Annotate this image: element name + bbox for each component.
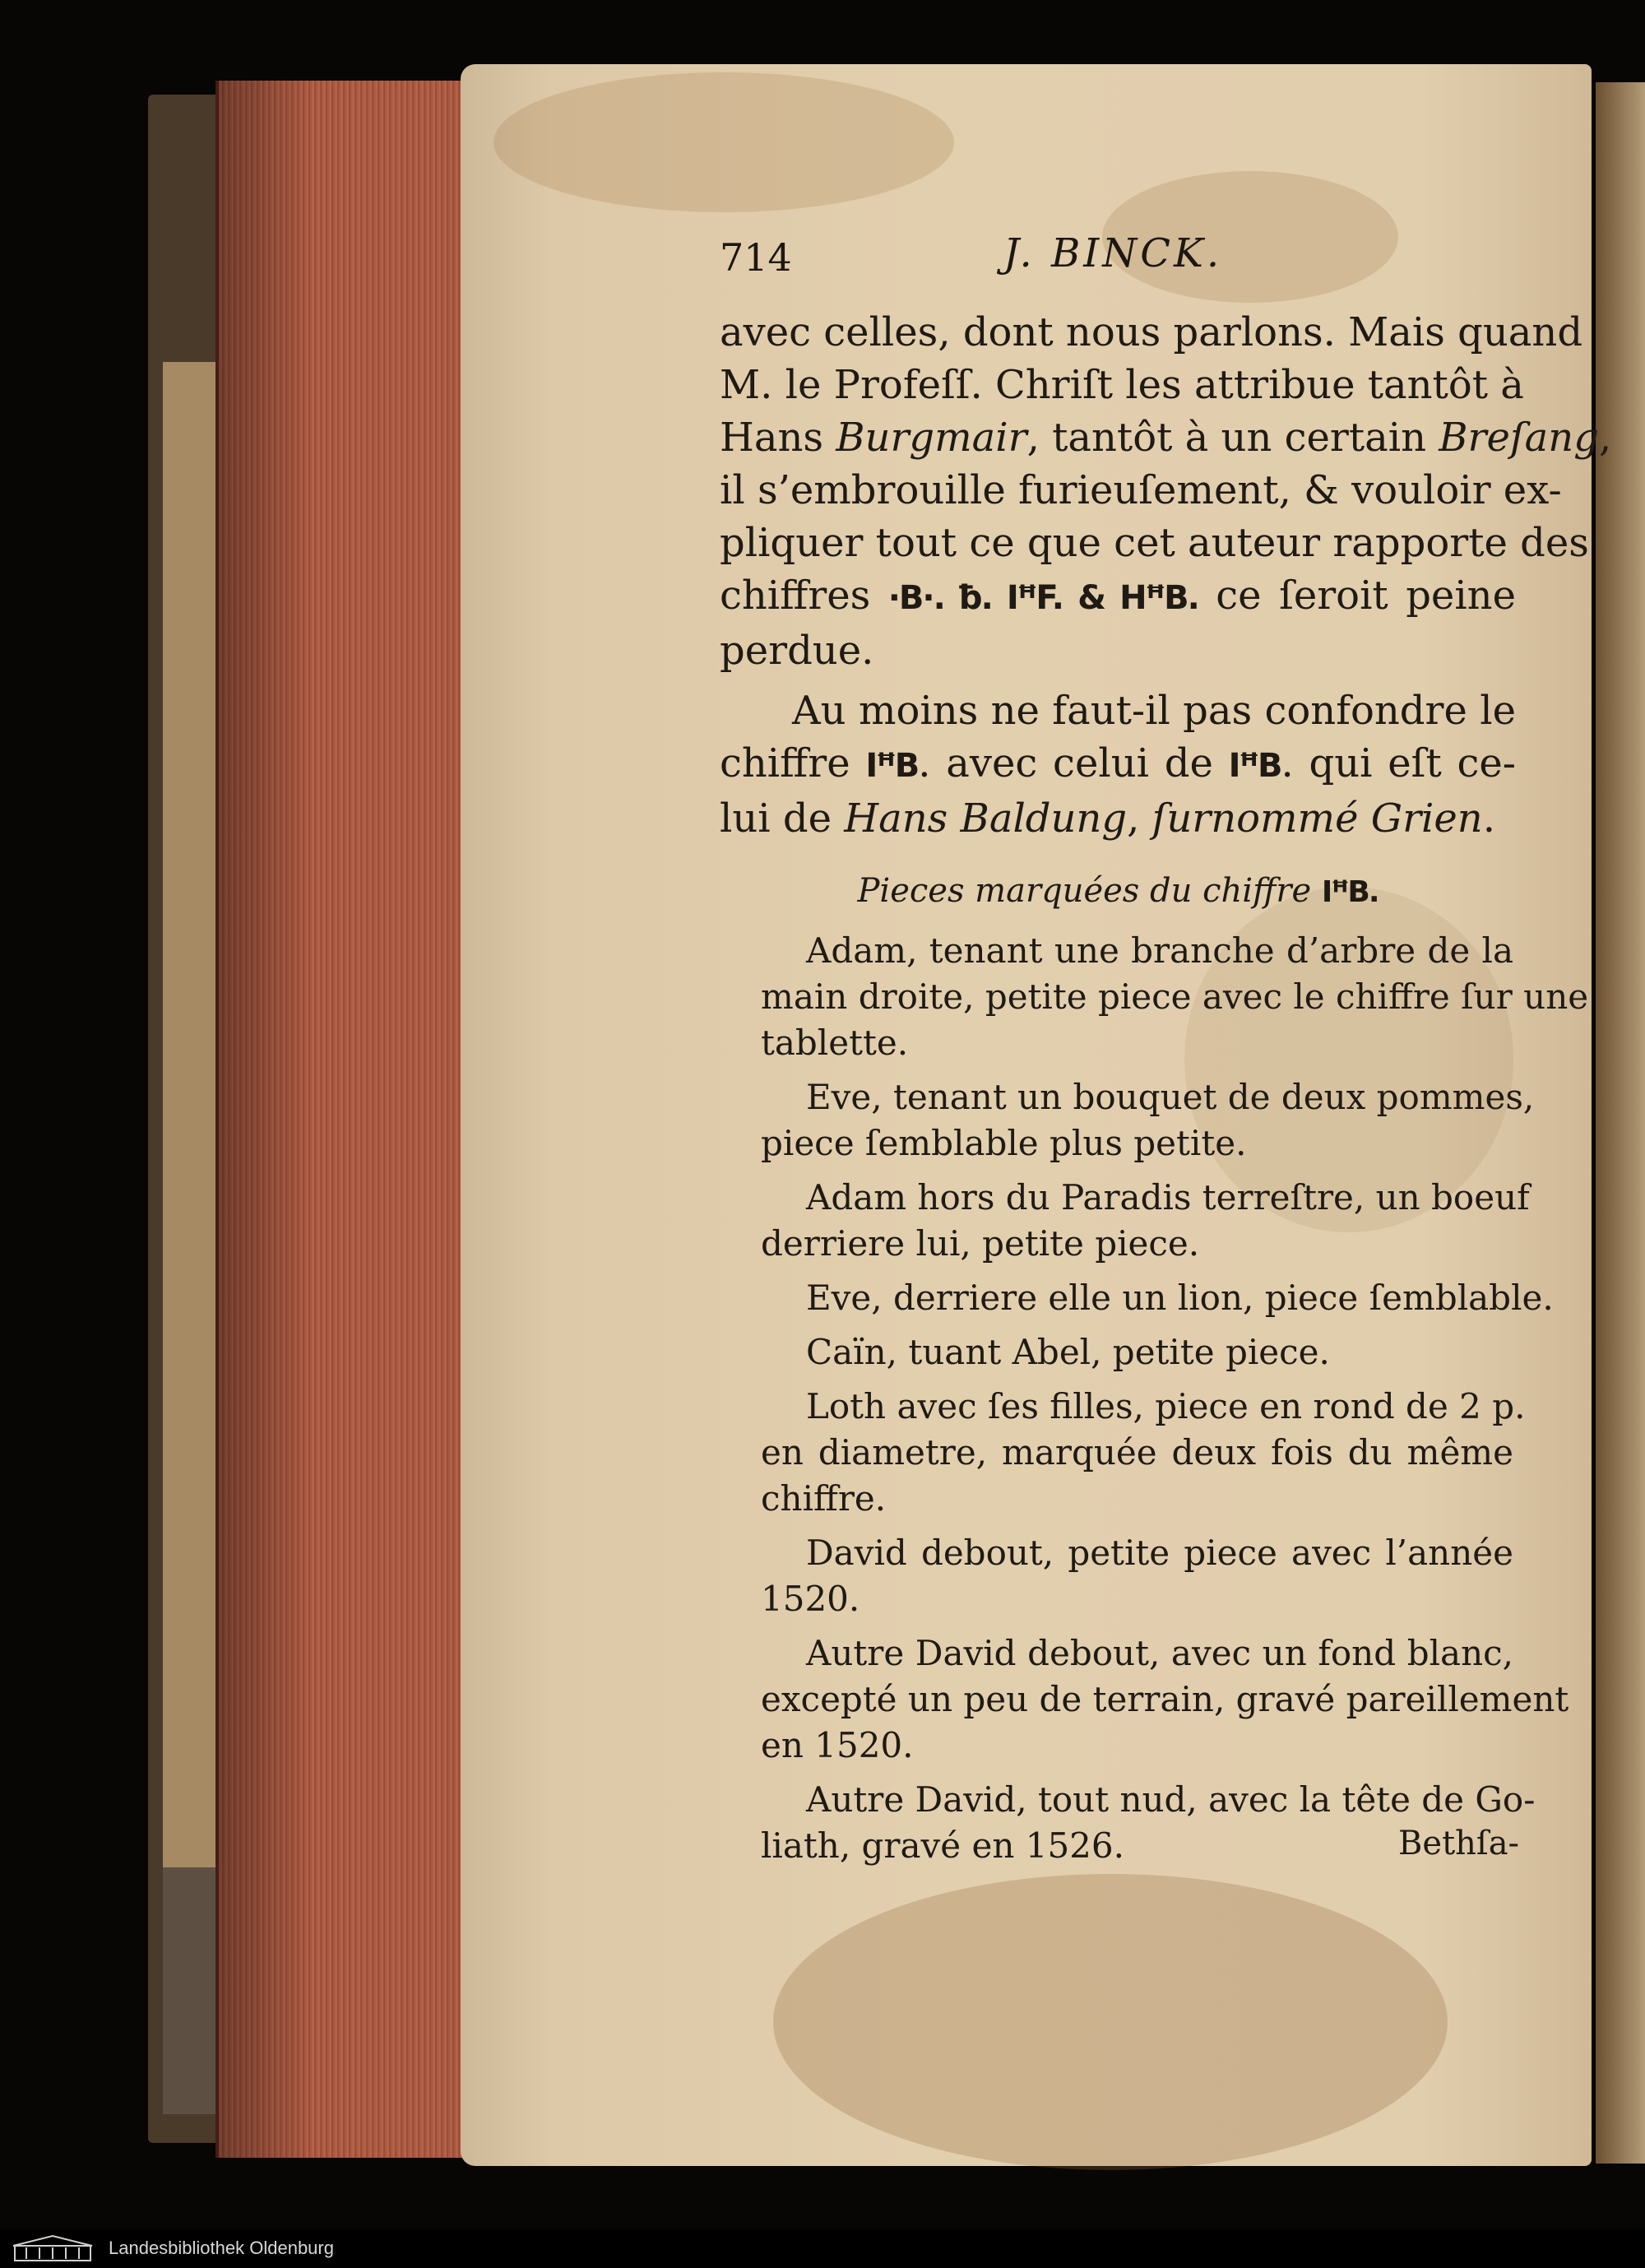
library-building-icon <box>12 2234 94 2262</box>
paper-stain <box>494 72 954 212</box>
viewer-footer <box>0 2229 1645 2268</box>
facing-page-edge <box>1596 82 1645 2164</box>
list-item: David debout, petite piece avec l’année 1520. <box>761 1533 1513 1619</box>
monogram-mark: IꟸB. <box>1321 875 1379 909</box>
page-edges-shadow <box>215 81 314 2158</box>
text-line: il s’embrouille furieuſement, & vouloir ex- <box>720 467 1562 513</box>
monogram-mark: IꟸB <box>1228 747 1281 785</box>
catchword: Bethſa- <box>1398 1825 1520 1862</box>
monogram-mark: IꟸB <box>865 747 919 785</box>
text-line: perdue. <box>720 628 874 674</box>
works-list <box>761 928 1589 1877</box>
list-item: Eve, derriere elle un lion, piece ſemblable. <box>806 1278 1554 1318</box>
section-title: Pieces marquées du chiffre IꟸB. <box>857 872 1379 910</box>
list-item: Eve, tenant un bouquet de deux pommes, piece ſemblable plus petite. <box>761 1077 1535 1163</box>
text-line: lui de Hans Baldung, ſurnommé Grien. <box>720 795 1495 842</box>
text-line: pliquer tout ce que cet auteur rapporte des <box>720 520 1589 566</box>
monogram-marks: ·B·. ƀ. IꟸF. & HꟸB. <box>887 579 1198 617</box>
list-item: Autre David debout, avec un fond blanc, excepté un peu de terrain, gravé pareillement en 1520. <box>761 1633 1569 1765</box>
text-line: M. le Profeſſ. Chriſt les attribue tantôt à <box>720 362 1524 408</box>
running-head: J. BINCK. <box>1003 230 1223 276</box>
paragraph-2 <box>720 684 1516 845</box>
text-line: Au moins ne faut-il pas confondre le <box>792 688 1516 734</box>
water-stain <box>773 1874 1448 2170</box>
paragraph-1 <box>720 306 1612 677</box>
list-item: Loth avec ſes filles, piece en rond de 2 p. en diametre, marquée deux fois du même chiffre. <box>761 1386 1526 1519</box>
library-name: Landesbibliothek Oldenburg <box>109 2238 334 2258</box>
page-number: 714 <box>720 235 792 280</box>
list-item: Adam hors du Paradis terreſtre, un boeuf derriere lui, petite piece. <box>761 1177 1530 1264</box>
text-line: Hans Burgmair, tantôt à un certain Breſang, <box>720 415 1612 461</box>
page-header <box>720 230 1509 288</box>
list-item: Adam, tenant une branche d’arbre de la main droite, petite piece avec le chiffre ſur une tablette. <box>761 930 1589 1063</box>
text-line: chiffre IꟸB. avec celui de IꟸB. qui eſt ce- <box>720 740 1516 786</box>
text-line: avec celles, dont nous parlons. Mais quand <box>720 309 1583 355</box>
text-line: chiffres ·B·. ƀ. IꟸF. & HꟸB. ce ſeroit peine <box>720 573 1517 619</box>
list-item: Autre David, tout nud, avec la tête de Go- liath, gravé en 1526. <box>761 1779 1536 1866</box>
list-item: Caïn, tuant Abel, petite piece. <box>806 1332 1330 1372</box>
